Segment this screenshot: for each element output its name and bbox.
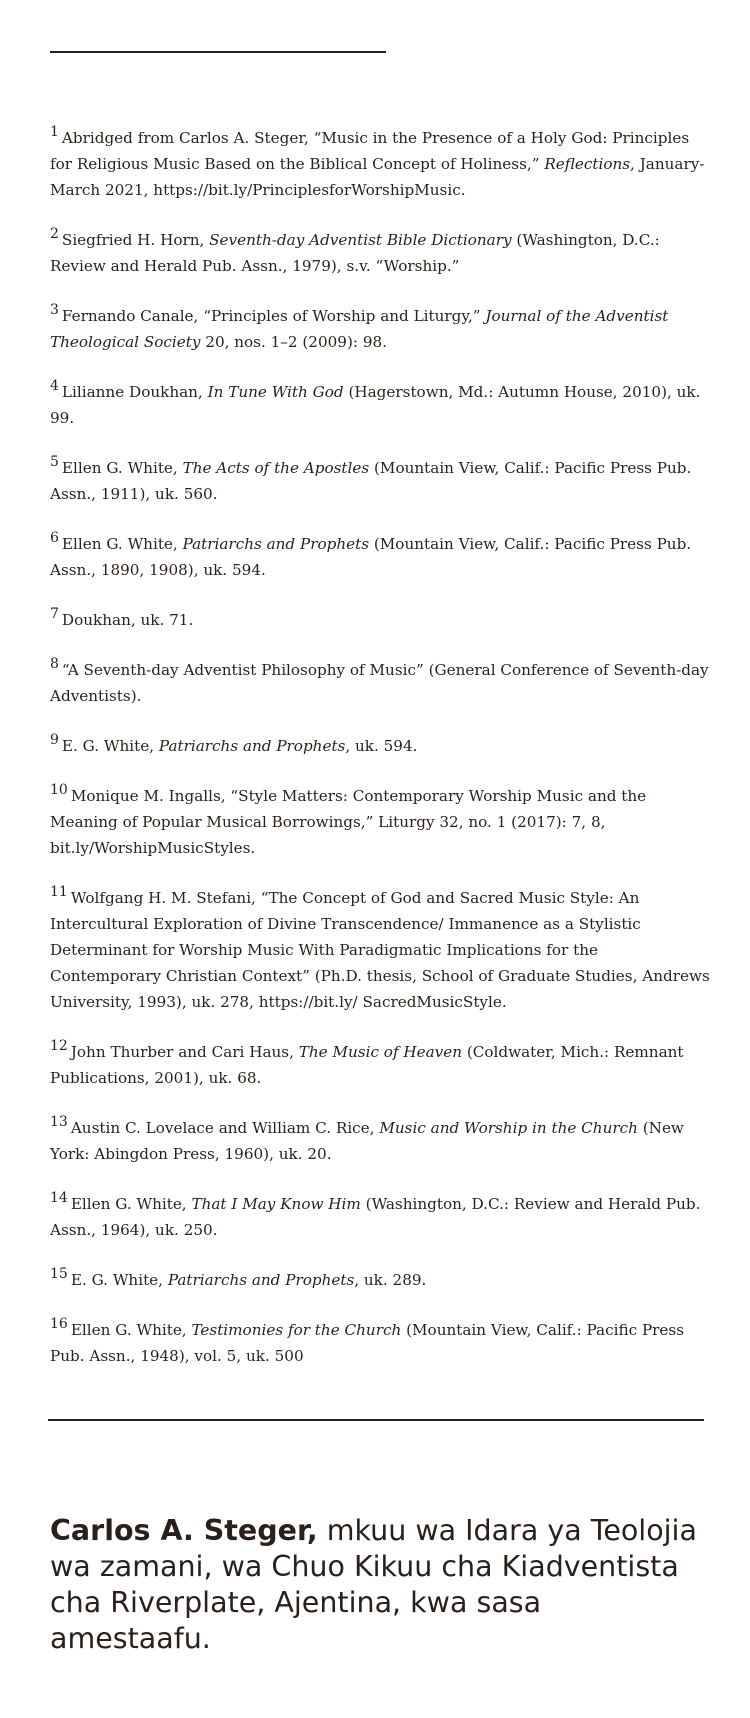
footnote-10	[50, 783, 710, 861]
author-bio	[50, 1513, 700, 1657]
footnote-8	[50, 657, 710, 709]
footnote-title: Reflections	[544, 155, 631, 173]
bottom-divider	[48, 1419, 704, 1421]
footnote-title: Seventh-day Adventist Bible Dictionary	[209, 231, 512, 249]
footnote-title: The Acts of the Apostles	[182, 459, 370, 477]
footnote-number: 11	[50, 884, 68, 900]
footnote-number: 7	[50, 606, 59, 622]
footnote-6	[50, 531, 710, 583]
footnote-text: Fernando Canale, “Principles of Worship and Liturgy,”	[61, 307, 486, 325]
footnote-number: 1	[50, 124, 59, 140]
footnote-number: 2	[50, 226, 59, 242]
footnote-15	[50, 1267, 710, 1293]
footnote-text: (New York: Abingdon Press, 1960), uk. 20.	[50, 1119, 684, 1163]
footnote-5	[50, 455, 710, 507]
footnote-title: Patriarchs and Prophets	[167, 1271, 355, 1289]
footnote-number: 8	[50, 656, 59, 672]
footnote-text: , uk. 289.	[354, 1271, 427, 1289]
author-description: mkuu wa Idara ya Teolojia wa zamani, wa Chuo Kikuu cha Kiadventista cha Riverplate, Ajentina, kwa sasa amestaafu.	[50, 1514, 697, 1655]
footnote-text: “A Seventh-day Adventist Philosophy of Music” (General Conference of Seventh-day Adventists).	[50, 661, 709, 705]
footnote-text: Monique M. Ingalls, “Style Matters: Contemporary Worship Music and the Meaning of Popular Musical Borrowings,” Liturgy 32, no. 1 (2017): 7, 8, bit.ly/WorshipMusicStyles.	[50, 787, 647, 857]
footnote-text: (Washington, D.C.: Review and Herald Pub. Assn., 1964), uk. 250.	[50, 1195, 701, 1239]
footnote-number: 16	[50, 1316, 68, 1332]
footnote-2	[50, 227, 710, 279]
footnote-7	[50, 607, 710, 633]
footnote-title: That I May Know Him	[191, 1195, 361, 1213]
footnote-text: Lilianne Doukhan,	[61, 383, 208, 401]
footnote-text: (Mountain View, Calif.: Pacific Press Pub. Assn., 1948), vol. 5, uk. 500	[50, 1321, 684, 1365]
footnote-4	[50, 379, 710, 431]
footnote-number: 4	[50, 378, 59, 394]
footnote-text: Siegfried H. Horn,	[61, 231, 210, 249]
footnote-title: The Music of Heaven	[298, 1043, 463, 1061]
footnote-title: Patriarchs and Prophets	[182, 535, 369, 553]
footnote-3	[50, 303, 710, 355]
footnote-title: Testimonies for the Church	[191, 1321, 402, 1339]
footnote-text: , January-March 2021, https://bit.ly/PrinciplesforWorshipMusic.	[50, 155, 705, 199]
footnote-title: Patriarchs and Prophets	[158, 737, 346, 755]
footnote-number: 15	[50, 1266, 68, 1282]
footnote-1	[50, 125, 710, 203]
footnote-16	[50, 1317, 710, 1369]
footnote-text: Ellen G. White,	[70, 1321, 192, 1339]
footnote-number: 9	[50, 732, 59, 748]
footnote-number: 13	[50, 1114, 68, 1130]
footnote-text: E. G. White,	[70, 1271, 168, 1289]
footnote-11	[50, 885, 710, 1015]
footnote-number: 14	[50, 1190, 68, 1206]
footnote-text: (Washington, D.C.: Review and Herald Pub. Assn., 1979), s.v. “Worship.”	[50, 231, 660, 275]
footnote-text: Wolfgang H. M. Stefani, “The Concept of God and Sacred Music Style: An Intercultural Exploration of Divine Transcendence/ Immanence as a Stylistic Determinant for Worship Music With Paradigmatic Implications for the Contemporary Christian Context” (Ph.D. thesis, School of Graduate Studies, Andrews University, 1993), uk. 278, https://bit.ly/ SacredMusicStyle.	[50, 889, 710, 1011]
footnote-text: Ellen G. White,	[70, 1195, 192, 1213]
footnote-text: Ellen G. White,	[61, 535, 183, 553]
footnote-number: 3	[50, 302, 59, 318]
footnote-number: 6	[50, 530, 59, 546]
footnote-text: John Thurber and Cari Haus,	[70, 1043, 299, 1061]
footnote-13	[50, 1115, 710, 1167]
footnote-text: (Coldwater, Mich.: Remnant Publications, 2001), uk. 68.	[50, 1043, 684, 1087]
footnote-9	[50, 733, 710, 759]
footnote-text: , uk. 594.	[345, 737, 418, 755]
footnote-14	[50, 1191, 710, 1243]
footnote-title: In Tune With God	[207, 383, 344, 401]
top-divider	[50, 51, 386, 53]
footnote-text: 20, nos. 1–2 (2009): 98.	[200, 333, 387, 351]
footnote-title: Music and Worship in the Church	[379, 1119, 638, 1137]
footnote-number: 12	[50, 1038, 68, 1054]
footnote-text: Ellen G. White,	[61, 459, 183, 477]
author-name: Carlos A. Steger,	[50, 1514, 318, 1547]
footnote-text: (Hagerstown, Md.: Autumn House, 2010), uk. 99.	[50, 383, 701, 427]
footnote-text: E. G. White,	[61, 737, 159, 755]
footnote-number: 10	[50, 782, 68, 798]
footnote-text: (Mountain View, Calif.: Pacific Press Pub. Assn., 1911), uk. 560.	[50, 459, 692, 503]
footnote-number: 5	[50, 454, 59, 470]
footnote-title: Journal of the Adventist Theological Society	[50, 307, 669, 351]
footnote-text: Austin C. Lovelace and William C. Rice,	[70, 1119, 380, 1137]
footnote-12	[50, 1039, 710, 1091]
footnote-text: (Mountain View, Calif.: Pacific Press Pub. Assn., 1890, 1908), uk. 594.	[50, 535, 692, 579]
footnote-text: Abridged from Carlos A. Steger, “Music in the Presence of a Holy God: Principles for Religious Music Based on the Biblical Concept of Holiness,”	[50, 129, 690, 173]
footnote-text: Doukhan, uk. 71.	[61, 611, 194, 629]
footnotes-list	[50, 125, 710, 1393]
